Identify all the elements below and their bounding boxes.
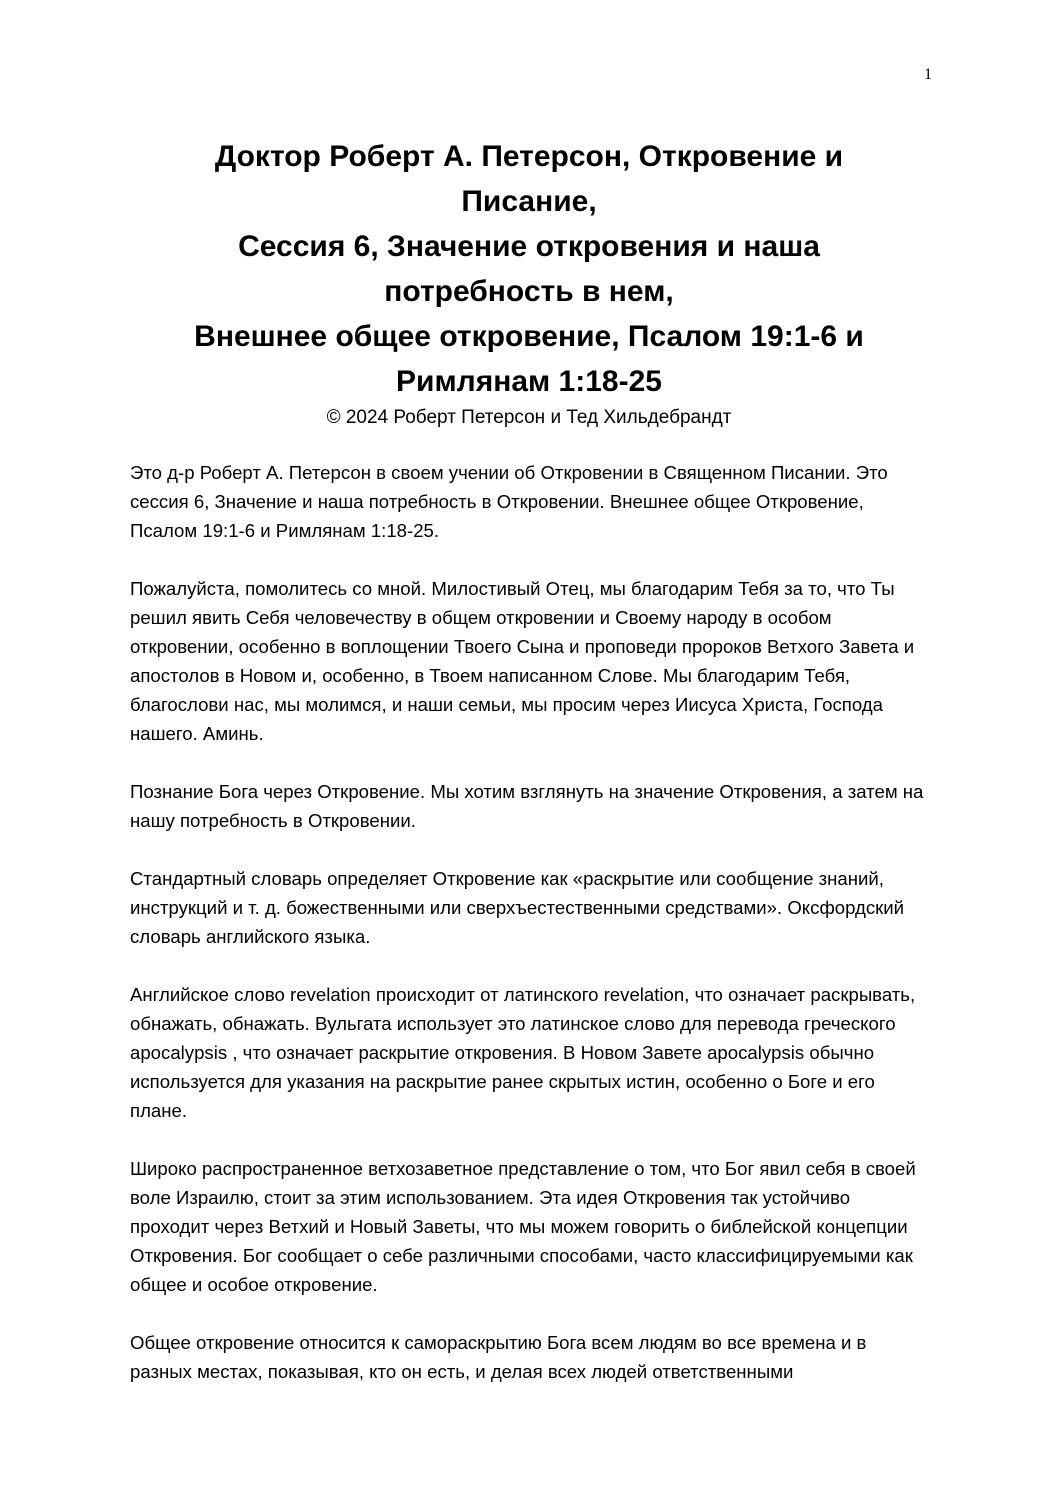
title-line: Внешнее общее откровение, Псалом 19:1-6 и — [194, 320, 864, 353]
title-block — [130, 134, 928, 432]
title-line: Римлянам 1:18-25 — [396, 365, 662, 398]
paragraph-knowledge: Познание Бога через Откровение. Мы хотим взглянуть на значение Откровения, а затем на нашу потребность в Откровении. — [130, 781, 924, 831]
title-line: Сессия 6, Значение откровения и наша — [238, 230, 820, 263]
paragraph-etymology: Английское слово revelation происходит от латинского revelation, что означает раскрывать, обнажать, обнажать. Вульгата использует это латинское слово для перевода греческого apocalypsis , что означает раскрытие откровения. В Новом Завете apocalypsis обычно используется для указания на раскрытие ранее скрытых истин, особенно о Боге и его плане. — [130, 984, 916, 1121]
paragraph-intro: Это д-р Роберт А. Петерсон в своем учении об Откровении в Священном Писании. Это сессия 6, Значение и наша потребность в Откровении. Внешнее общее Откровение, Псалом 19:1-6 и Римлянам 1:18-25. — [130, 462, 888, 541]
body-text — [130, 458, 932, 1415]
paragraph-old-testament: Широко распространенное ветхозаветное представление о том, что Бог явил себя в своей воле Израилю, стоит за этим использованием. Эта идея Откровения так устойчиво проходит через Ветхий и Новый Заветы, что мы можем говорить о библейской концепции Откровения. Бог сообщает о себе различными способами, часто классифицируемыми как общее и особое откровение. — [130, 1158, 916, 1295]
paragraph-dictionary: Стандартный словарь определяет Откровение как «раскрытие или сообщение знаний, инструкций и т. д. божественными или сверхъестественными средствами». Оксфордский словарь английского языка. — [130, 868, 905, 947]
paragraph-prayer: Пожалуйста, помолитесь со мной. Милостивый Отец, мы благодарим Тебя за то, что Ты решил явить Себя человечеству в общем откровении и Своему народу в особом откровении, особенно в воплощении Твоего Сына и проповеди пророков Ветхого Завета и апостолов в Новом и, особенно, в Твоем написанном Слове. Мы благодарим Тебя, благослови нас, мы молимся, и наши семьи, мы просим через Иисуса Христа, Господа нашего. Аминь. — [130, 578, 915, 744]
paragraph-general-revelation: Общее откровение относится к самораскрытию Бога всем людям во все времена и в разных местах, показывая, кто он есть, и делая всех людей ответственными — [130, 1332, 867, 1382]
page-number: 1 — [924, 66, 932, 83]
title-line: потребность в нем, — [384, 275, 674, 308]
title-line: Писание, — [461, 185, 597, 218]
title-line: Доктор Роберт А. Петерсон, Откровение и — [214, 140, 844, 173]
copyright-line: © 2024 Роберт Петерсон и Тед Хильдебрандт — [326, 407, 732, 428]
